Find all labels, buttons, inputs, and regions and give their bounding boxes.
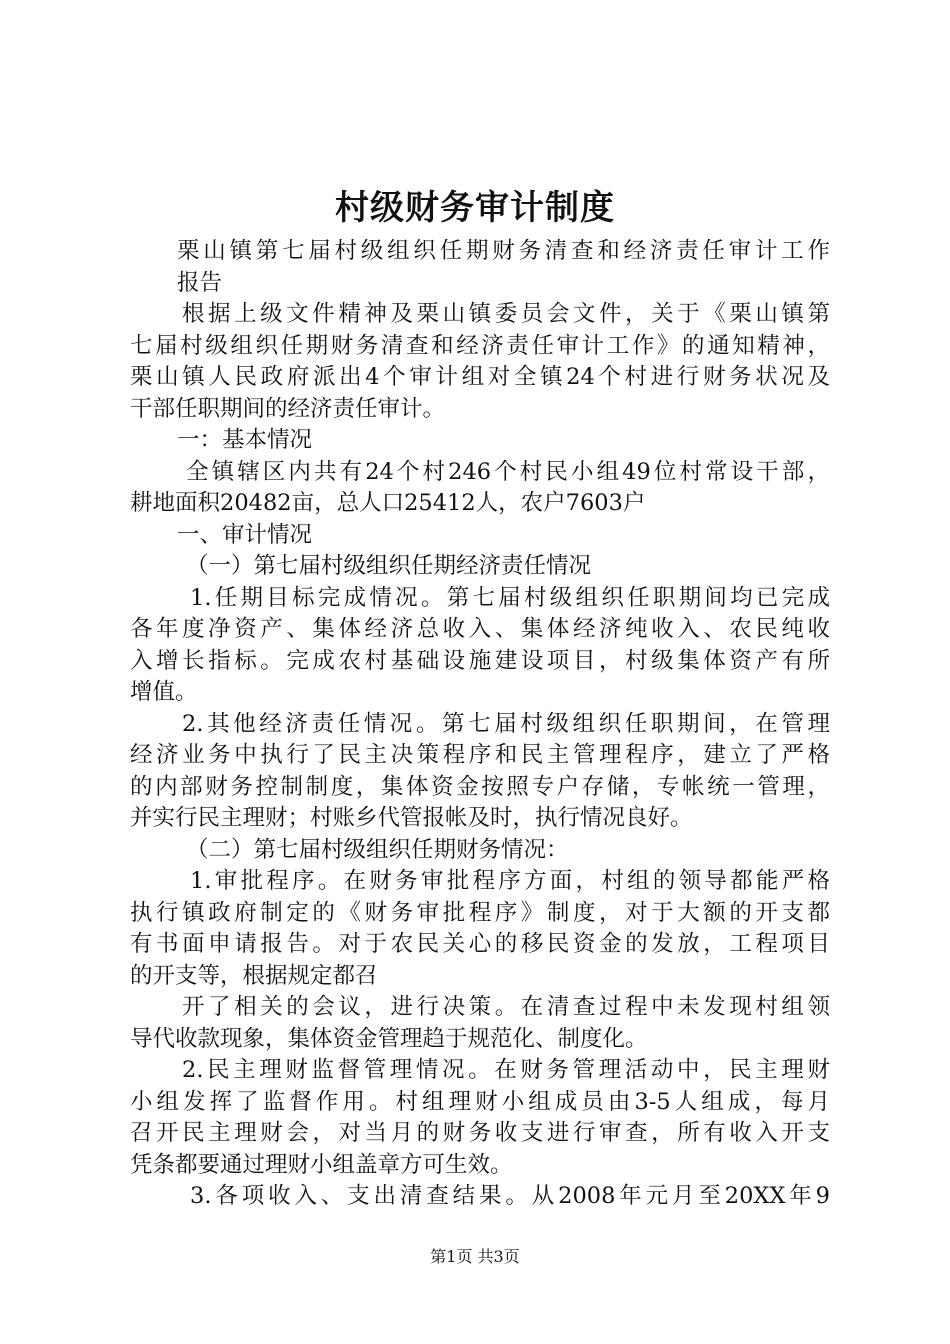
text-line: 栗山镇人民政府派出4个审计组对全镇24个村进行财务状况及 [130, 364, 830, 390]
document-title: 村级财务审计制度 [335, 188, 615, 228]
text-line: 3.各项收入、支出清查结果。从2008年元月至20XX年9 [190, 1183, 830, 1209]
text-line: 耕地面积20482亩，总人口25412人，农户7603户 [130, 490, 646, 516]
subsection-heading: （一）第七届村级组织任期经济责任情况 [186, 553, 592, 579]
text-line: 执行镇政府制定的《财务审批程序》制度，对于大额的开支都 [130, 899, 830, 926]
text-line: 并实行民主理财；村账乡代管报帐及时，执行情况良好。 [130, 805, 693, 831]
document-body [130, 236, 830, 1213]
text-line: 凭条都要通过理财小组盖章方可生效。 [130, 1151, 513, 1178]
section-heading: 一：基本情况 [177, 427, 313, 453]
section-heading: 一、审计情况 [177, 521, 313, 548]
text-line: 1.任期目标完成情况。第七届村级组织任职期间均已完成 [190, 584, 830, 611]
text-line: 2.民主理财监督管理情况。在财务管理活动中，民主理财 [182, 1057, 830, 1083]
text-line: 开了相关的会议，进行决策。在清查过程中未发现村组领 [182, 994, 830, 1020]
page-number: 第1页 共3页 [430, 1247, 520, 1266]
text-line: 入增长指标。完成农村基础设施建设项目，村级集体资产有所 [130, 647, 830, 674]
text-line: 全镇辖区内共有24个村246个村民小组49位村常设干部， [186, 458, 830, 485]
text-line: 增值。 [130, 679, 198, 705]
text-line: 2.其他经济责任情况。第七届村级组织任职期间，在管理 [182, 710, 830, 737]
text-line: 有书面申请报告。对于农民关心的移民资金的发放，工程项目 [130, 931, 830, 957]
text-line: 1.审批程序。在财务审批程序方面，村组的领导都能严格 [190, 868, 830, 894]
text-line: 经济业务中执行了民主决策程序和民主管理程序，建立了严格 [130, 742, 830, 768]
text-line: 导代收款现象，集体资金管理趋于规范化、制度化。 [130, 1025, 648, 1052]
subsection-heading: （二）第七届村级组织任期财务情况： [186, 836, 569, 863]
text-line: 的开支等，根据规定都召 [130, 962, 378, 989]
text-line: 栗山镇第七届村级组织任期财务清查和经济责任审计工作 [177, 238, 830, 264]
text-line: 各年度净资产、集体经济总收入、集体经济纯收入、农民纯收 [130, 616, 830, 642]
text-line: 根据上级文件精神及栗山镇委员会文件，关于《栗山镇第 [182, 301, 830, 327]
text-line: 七届村级组织任期财务清查和经济责任审计工作》的通知精神， [130, 332, 830, 359]
text-line: 的内部财务控制制度，集体资金按照专户存储，专帐统一管理， [130, 773, 830, 800]
text-line: 干部任职期间的经济责任审计。 [130, 395, 446, 422]
text-line: 报告 [177, 269, 223, 296]
text-line: 召开民主理财会，对当月的财务收支进行审查，所有收入开支 [130, 1120, 830, 1146]
text-line: 小组发挥了监督作用。村组理财小组成员由3-5人组成，每月 [130, 1088, 830, 1115]
